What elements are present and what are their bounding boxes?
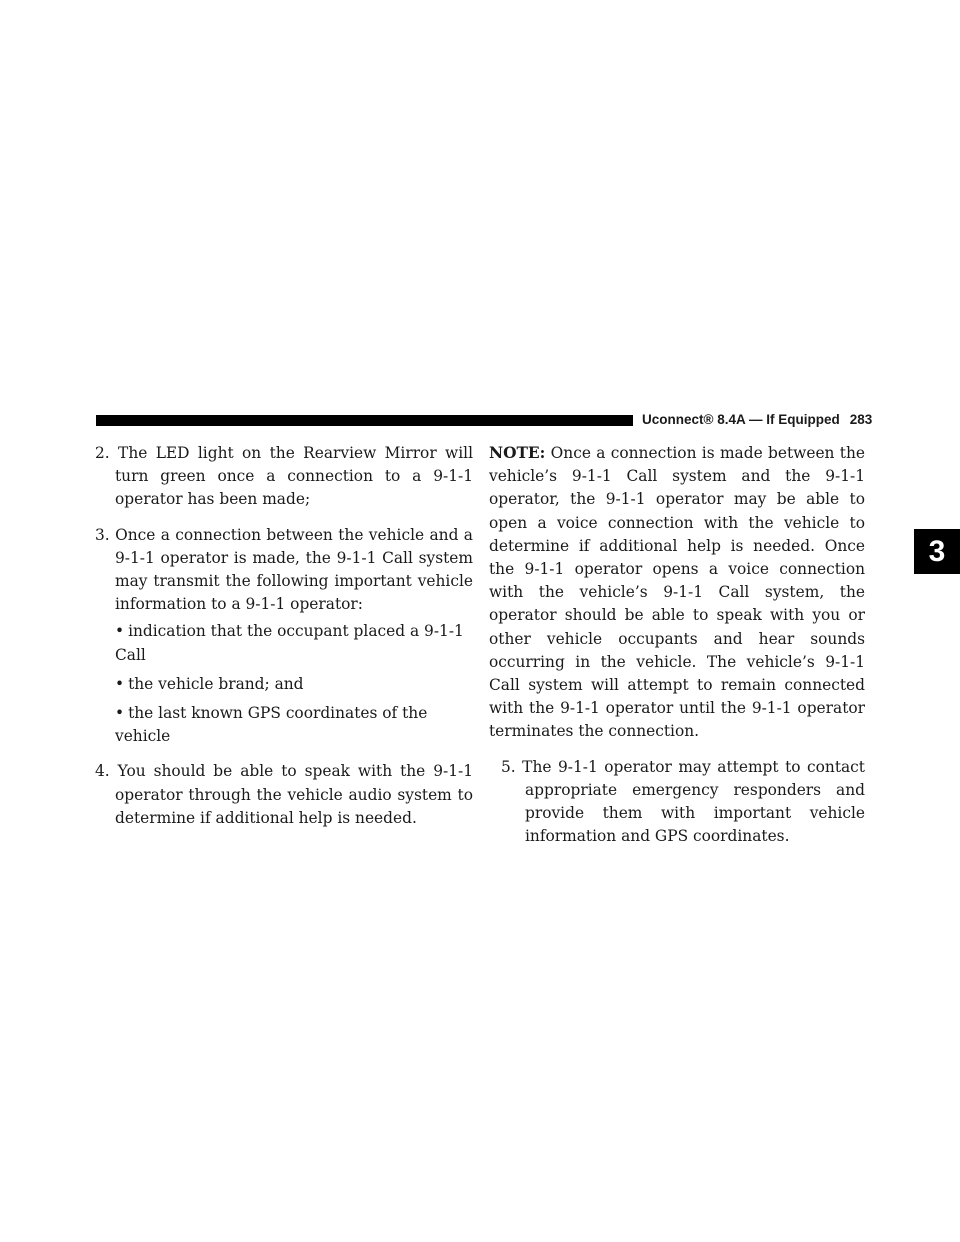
list-item-4: 4. You should be able to speak with the 9-1-1 operator through the vehicle audio system to determine if additional help is needed.	[95, 762, 473, 827]
page-number: 283	[849, 412, 873, 427]
bullet-item: • the last known GPS coordinates of the vehicle	[115, 704, 428, 746]
chapter-tab: 3	[914, 529, 960, 574]
bullet-list	[95, 620, 473, 748]
left-column	[95, 442, 473, 842]
list-item-3: 3. Once a connection between the vehicle and a 9-1-1 operator is made, the 9-1-1 Call system may transmit the following important vehicle information to a 9-1-1 operator:	[95, 525, 473, 614]
right-column	[489, 442, 865, 848]
running-header	[642, 412, 872, 427]
bullet-icon: •	[115, 704, 125, 723]
list-item-5: 5. The 9-1-1 operator may attempt to contact appropriate emergency responders and provide them with important vehicle information and GPS coordinates.	[501, 757, 865, 846]
bullet-item: • indication that the occupant placed a 9-1-1 Call	[115, 622, 464, 664]
header-rule	[96, 415, 633, 426]
note-text: Once a connection is made between the vehicle’s 9-1-1 Call system and the 9-1-1 operator, the 9-1-1 operator may be able to open a voice connection with the vehicle to determine if additional help is needed. Once the 9-1-1 operator opens a voice connection with the vehicle’s 9-1-1 Call system, the operator should be able to speak with you or other vehicle occupants and hear sounds occurring in the vehicle. The vehicle’s 9-1-1 Call system will attempt to remain connected with the 9-1-1 operator until the 9-1-1 operator terminates the connection.	[489, 444, 865, 741]
note-label: NOTE:	[489, 444, 546, 462]
bullet-icon: •	[115, 622, 125, 641]
bullet-icon: •	[115, 674, 125, 693]
note-paragraph	[489, 442, 865, 744]
list-item-2: 2. The LED light on the Rearview Mirror will turn green once a connection to a 9-1-1 operator has been made;	[95, 444, 473, 509]
bullet-item: • the vehicle brand; and	[115, 674, 304, 693]
section-title: Uconnect® 8.4A — If Equipped	[642, 412, 840, 427]
